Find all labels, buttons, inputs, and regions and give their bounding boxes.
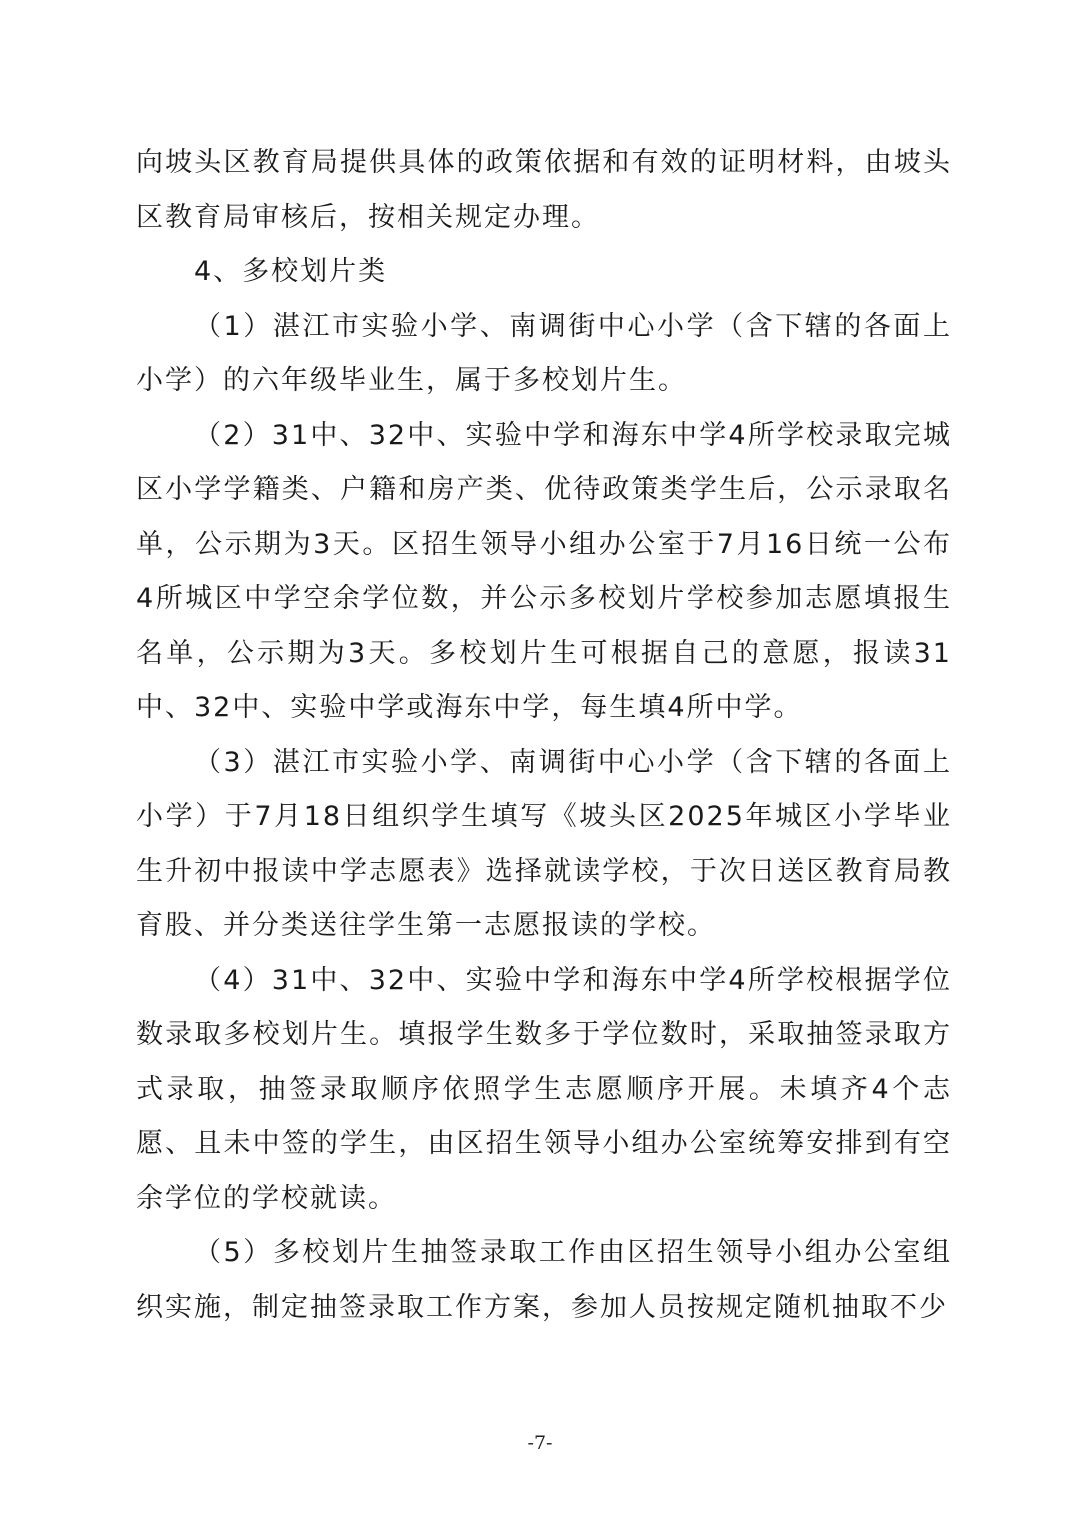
section-heading-multi-school: 4、多校划片类: [194, 256, 388, 287]
paragraph-item-5: （5）多校划片生抽签录取工作由区招生领导小组办公室组织实施，制定抽签录取工作方案，参加人员按规定随机抽取不少: [136, 1237, 952, 1323]
paragraph-item-2: （2）31中、32中、实验中学和海东中学4所学校录取完城区小学学籍类、户籍和房产类、优待政策类学生后，公示录取名单，公示期为3天。区招生领导小组办公室于7月16日统一公布4所城区中学空余学位数，并公示多校划片学校参加志愿填报生名单，公示期为3天。多校划片生可根据自己的意愿，报读31中、32中、实验中学或海东中学，每生填4所中学。: [136, 419, 952, 723]
page-number: -7-: [527, 1432, 553, 1454]
paragraph-item-3: （3）湛江市实验小学、南调街中心小学（含下辖的各面上小学）于7月18日组织学生填写《坡头区2025年城区小学毕业生升初中报读中学志愿表》选择就读学校，于次日送区教育局教育股、并分类送往学生第一志愿报读的学校。: [136, 746, 952, 941]
paragraph-continuation: 向坡头区教育局提供具体的政策依据和有效的证明材料，由坡头区教育局审核后，按相关规定办理。: [136, 147, 952, 233]
paragraph-item-4: （4）31中、32中、实验中学和海东中学4所学校根据学位数录取多校划片生。填报学生数多于学位数时，采取抽签录取方式录取，抽签录取顺序依照学生志愿顺序开展。未填齐4个志愿、且未中签的学生，由区招生领导小组办公室统筹安排到有空余学位的学校就读。: [136, 964, 952, 1214]
paragraph-item-1: （1）湛江市实验小学、南调街中心小学（含下辖的各面上小学）的六年级毕业生，属于多校划片生。: [136, 310, 952, 396]
document-body: [136, 136, 952, 1335]
